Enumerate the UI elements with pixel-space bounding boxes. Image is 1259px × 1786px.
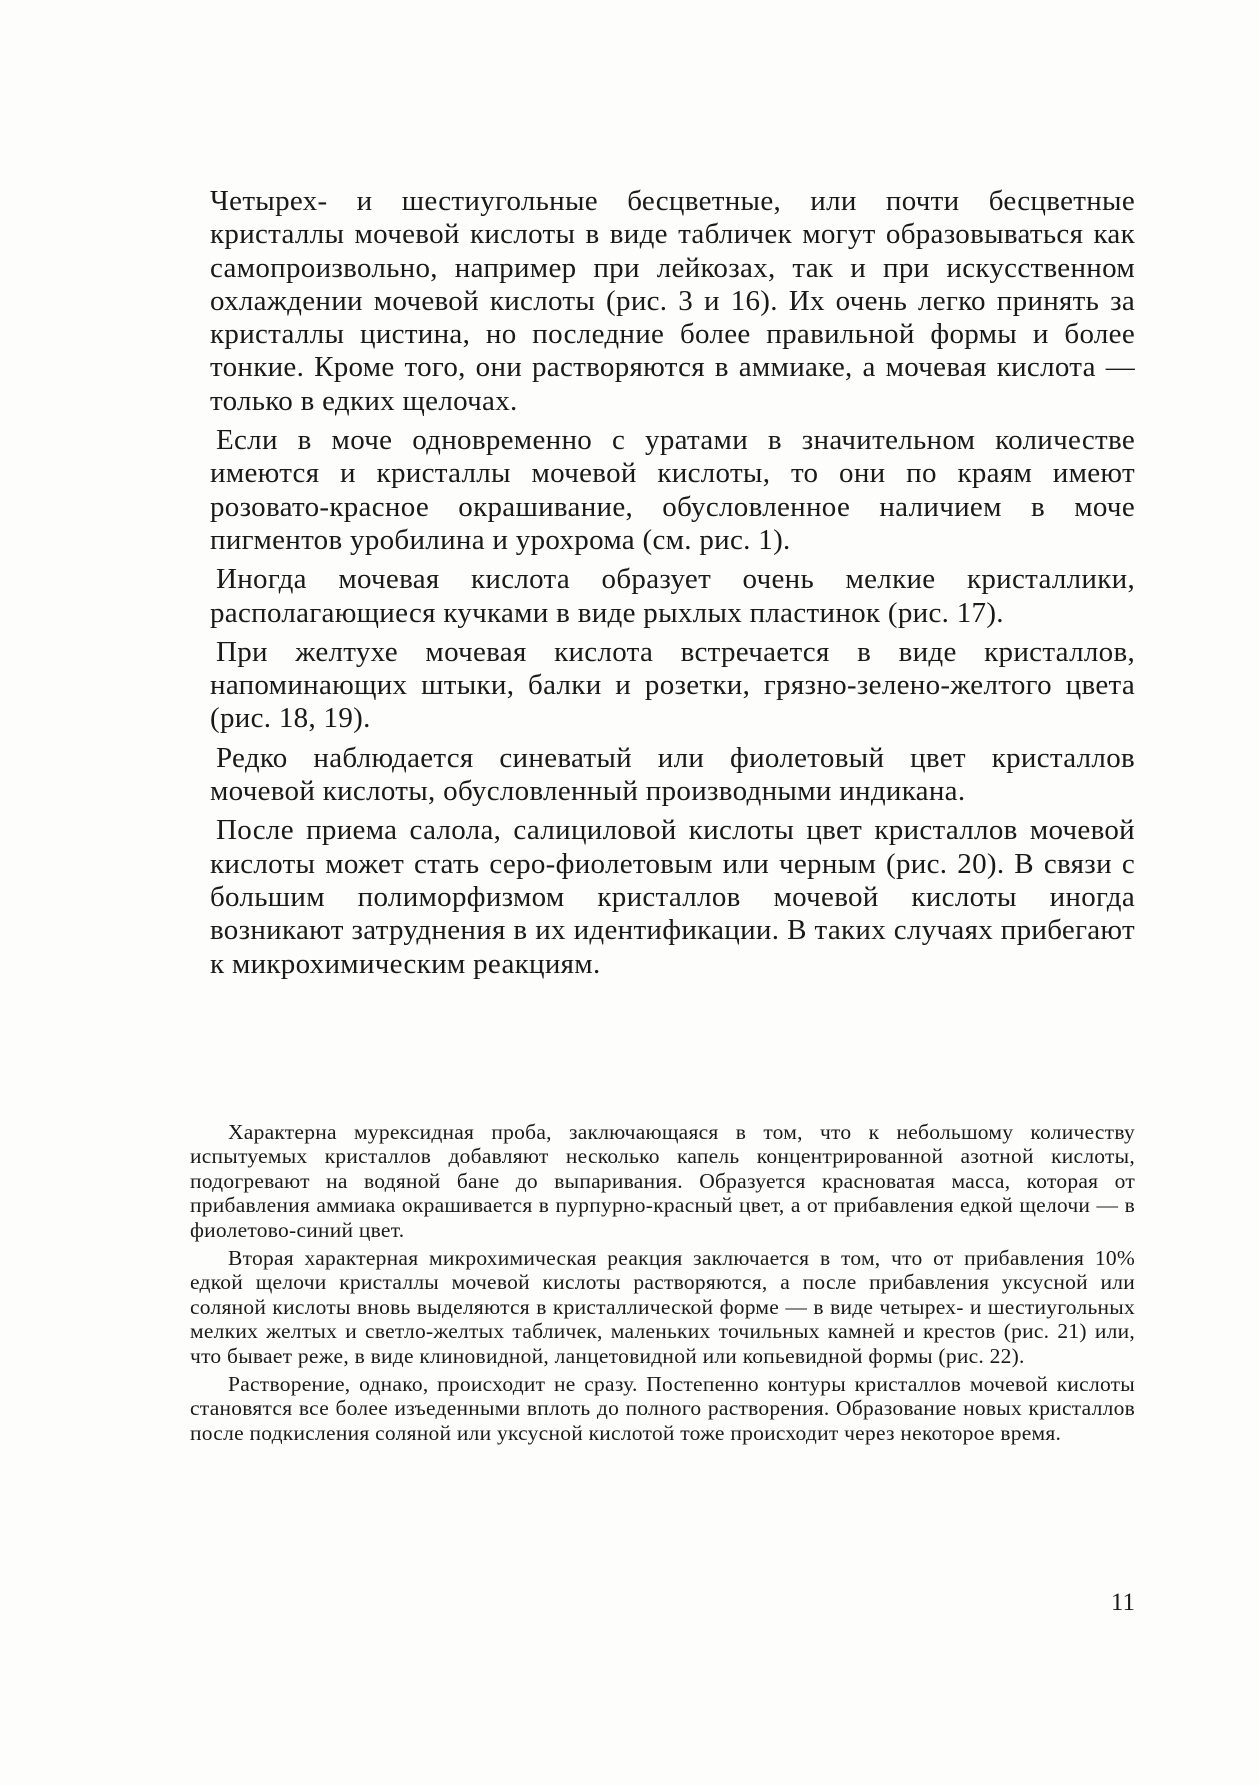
paragraph-crystal-shapes: Четырех- и шестиугольные бесцветные, или почти бесцветные кристаллы мочевой кислоты в виде табличек могут образовываться как самопроизвольно, например при лейкозах, так и при искусственном охлаждении мочевой кислоты (рис. 3 и 16). Их очень легко принять за кристаллы цистина, но последние более правильной формы и более тонкие. Кроме того, они растворяются в аммиаке, а мочевая кислота — только в едких щелочах. <box>210 185 1135 417</box>
page-number: 11 <box>1110 1589 1135 1616</box>
paragraph-second-reaction: Вторая характерная микрохимическая реакция заключается в том, что от прибавления 10% едкой щелочи кристаллы мочевой кислоты растворяются, а после прибавления уксусной или соляной кислоты вновь выделяются в кристаллической форме — в виде четырех- и шестиугольных мелких желтых и светло-желтых табличек, маленьких точильных камней и крестов (рис. 21) или, что бывает реже, в виде клиновидной, ланцетовидной или копьевидной формы (рис. 22). <box>190 1246 1135 1368</box>
paragraph-urates-coloring: Если в моче одновременно с уратами в значительном количестве имеются и кристаллы мочевой кислоты, то они по краям имеют розовато-красное окрашивание, обусловленное наличием в моче пигментов уробилина и урохрома (см. рис. 1). <box>210 424 1135 556</box>
paragraph-jaundice: При желтухе мочевая кислота встречается в виде кристаллов, напоминающих штыки, балки и розетки, грязно-зелено-желтого цвета (рис. 18, 19). <box>210 635 1135 735</box>
small-print-block <box>190 1120 1135 1449</box>
paragraph-murexide-test: Характерна мурексидная проба, заключающаяся в том, что к небольшому количеству испытуемых кристаллов добавляют несколько капель концентрированной азотной кислоты, подогревают на водяной бане до выпаривания. Образуется красноватая масса, которая от прибавления аммиака окрашивается в пурпурно-красный цвет, а от прибавления едкой щелочи — в фиолетово-синий цвет. <box>190 1120 1135 1242</box>
main-text-block <box>210 185 1135 987</box>
paragraph-small-crystals: Иногда мочевая кислота образует очень мелкие кристаллики, располагающиеся кучками в виде рыхлых пластинок (рис. 17). <box>210 563 1135 629</box>
paragraph-salol: После приема салола, салициловой кислоты цвет кристаллов мочевой кислоты может стать серо-фиолетовым или черным (рис. 20). В связи с большим полиморфизмом кристаллов мочевой кислоты иногда возникают затруднения в их идентификации. В таких случаях прибегают к микрохимическим реакциям. <box>210 814 1135 980</box>
paragraph-dissolution: Растворение, однако, происходит не сразу. Постепенно контуры кристаллов мочевой кислоты становятся все более изъеденными вплоть до полного растворения. Образование новых кристаллов после подкисления соляной или уксусной кислотой тоже происходит через некоторое время. <box>190 1372 1135 1445</box>
paragraph-indican: Редко наблюдается синеватый или фиолетовый цвет кристаллов мочевой кислоты, обусловленный производными индикана. <box>210 741 1135 808</box>
